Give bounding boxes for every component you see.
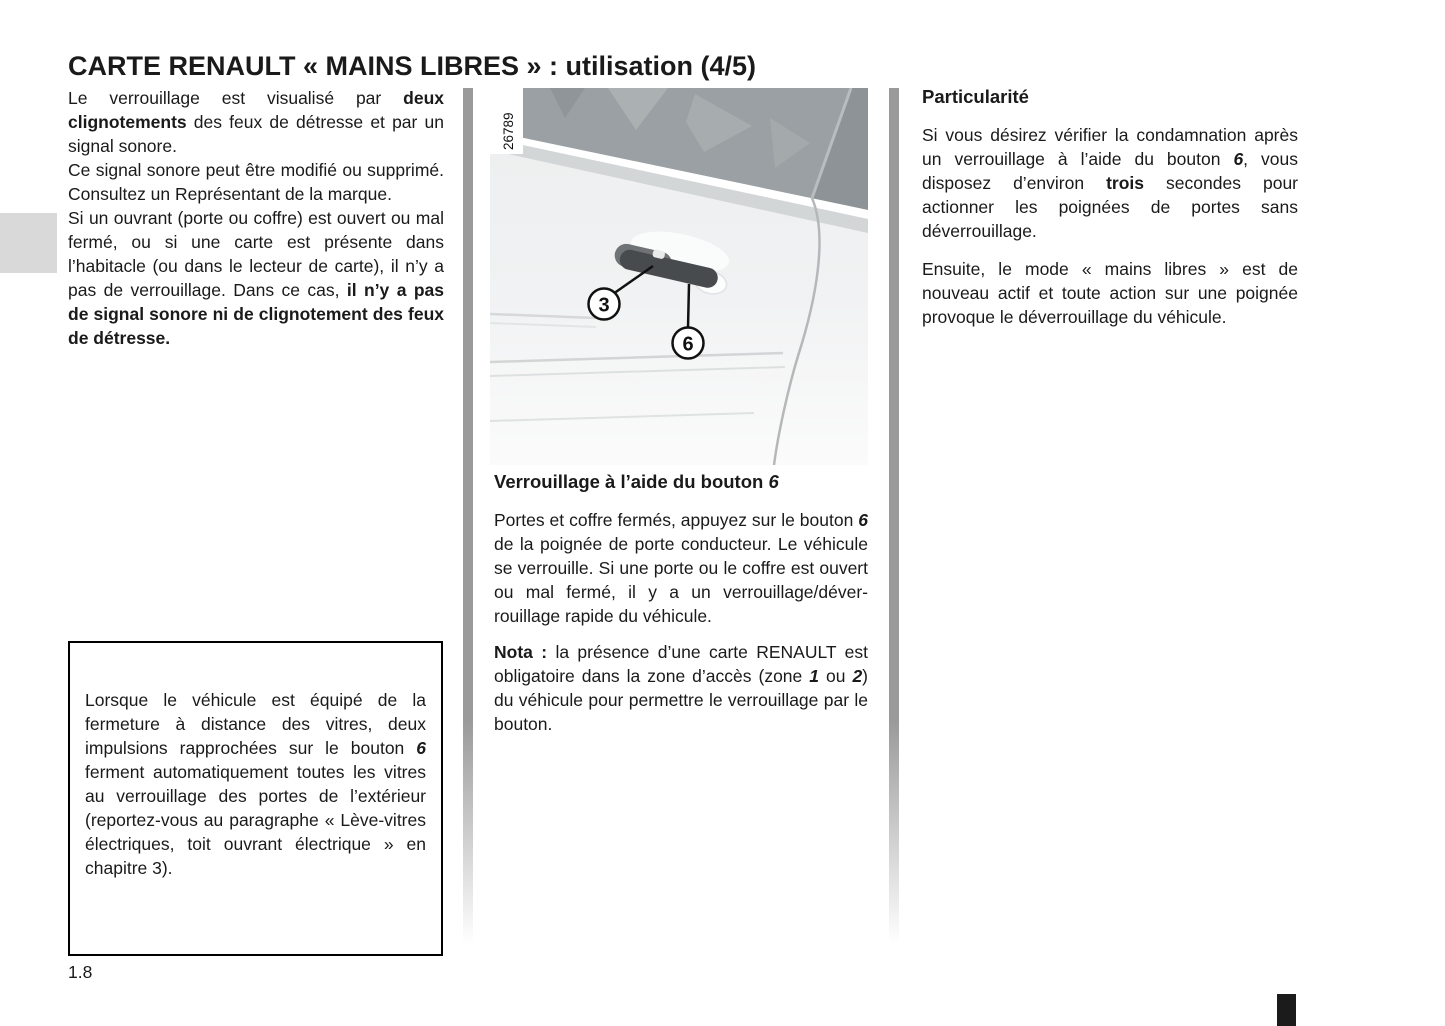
- note-box-paragraph: Lorsque le véhicule est équipé de la fermeture à distance des vitres, deux impulsions rapprochées sur le bouton 6 ferment automatiquement toutes les vitres au verrouillage des portes de l’extérieur (reportez-vous au paragraphe « Lève-vitres électriques, toit ouvrant électrique » en chapitre 3).: [85, 690, 426, 878]
- right-column: [922, 86, 1298, 343]
- left-column: [68, 86, 444, 350]
- page-number: 1.8: [68, 962, 93, 982]
- callout-6-badge: [673, 328, 704, 359]
- print-registration-mark: [1277, 994, 1296, 1026]
- column-divider-bar: [463, 88, 473, 944]
- paragraph: Ce signal sonore peut être modifié ou supprimé. Consultez un Représentant de la marque.: [68, 160, 444, 204]
- callout-line-6: [688, 284, 689, 328]
- page-title: CARTE RENAULT « MAINS LIBRES » : utilisation (4/5): [68, 51, 757, 82]
- callout-6-label: 6: [682, 333, 694, 356]
- image-code-label: [490, 88, 523, 154]
- car-door-illustration: [490, 88, 868, 465]
- figure-car-door: [490, 88, 868, 465]
- middle-column: [494, 470, 868, 748]
- nota-paragraph: Nota : la présence d’une carte RENAULT est obligatoire dans la zone d’accès (zone 1 ou 2) du véhicule pour permettre le verrouillage par le bouton.: [494, 642, 868, 734]
- figure-caption: Verrouillage à l’aide du bouton 6: [494, 471, 779, 492]
- paragraph: Si vous désirez vérifier la condamnation après un verrouillage à l’aide du bouton 6, vous disposez d’environ trois secondes pour actionner les poignées de portes sans déverrouillage.: [922, 125, 1298, 241]
- paragraph: Portes et coffre fermés, appuyez sur le bouton 6 de la poignée de porte conducteur. Le véhicule se verrouille. Si une porte ou le coffre est ouvert ou mal fermé, il y a un verrouillage/déverrouillage rapide du véhicule.: [494, 510, 868, 626]
- paragraph: Si un ouvrant (porte ou coffre) est ouvert ou mal fermé, ou si une carte est présente dans l’habitacle (ou dans le lecteur de carte), il n’y a pas de verrouillage. Dans ce cas, il n’y a pas de signal sonore ni de clignotement des feux de détresse.: [68, 208, 444, 348]
- callout-3-badge: [589, 289, 620, 320]
- note-box: [68, 641, 443, 956]
- paragraph: Le verrouillage est visualisé par deux clignotements des feux de détresse et par un signal sonore.: [68, 88, 444, 156]
- callout-3-label: 3: [598, 294, 610, 317]
- section-heading: Particularité: [922, 86, 1029, 107]
- chapter-edge-tab: [0, 213, 57, 273]
- column-divider-bar: [889, 88, 899, 944]
- paragraph: Ensuite, le mode « mains libres » est de nouveau actif et toute action sur une poignée provoque le déverrouillage du véhicule.: [922, 259, 1298, 327]
- image-code-text: 26789: [501, 112, 516, 150]
